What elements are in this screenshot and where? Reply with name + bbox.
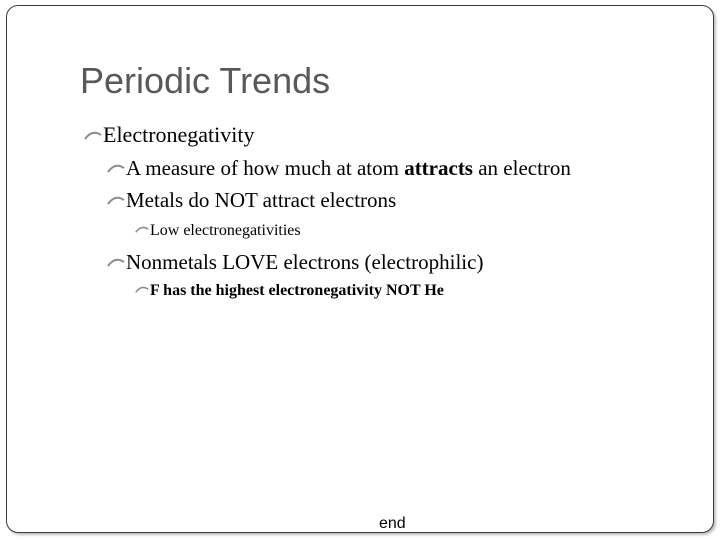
bullet-text: F has the highest electronegativity NOT He [150, 282, 444, 299]
bullet-text: an electron [472, 156, 571, 180]
bullet-text: Metals do NOT attract electrons [126, 188, 397, 212]
bullet-nonmetals [107, 250, 483, 275]
bullet-measure [107, 156, 571, 181]
swoosh-bullet-icon [107, 195, 125, 207]
end-label: end [379, 515, 406, 532]
bullet-text: Low electronegativities [150, 222, 301, 239]
bullet-metals [107, 188, 396, 213]
slide-title: Periodic Trends [80, 60, 331, 101]
swoosh-bullet-icon [107, 257, 125, 269]
swoosh-bullet-icon [135, 225, 149, 235]
swoosh-bullet-icon [84, 130, 102, 142]
swoosh-bullet-icon [135, 285, 149, 295]
swoosh-bullet-icon [107, 163, 125, 175]
bullet-fluorine [135, 282, 444, 300]
bullet-electronegativity [84, 122, 255, 148]
bullet-low [135, 222, 301, 240]
bullet-text: Nonmetals LOVE electrons (electrophilic) [126, 250, 484, 274]
bullet-text-bold: attracts [404, 156, 473, 180]
bullet-text: A measure of how much at atom [126, 156, 405, 180]
bullet-text: Electronegativity [103, 122, 255, 147]
